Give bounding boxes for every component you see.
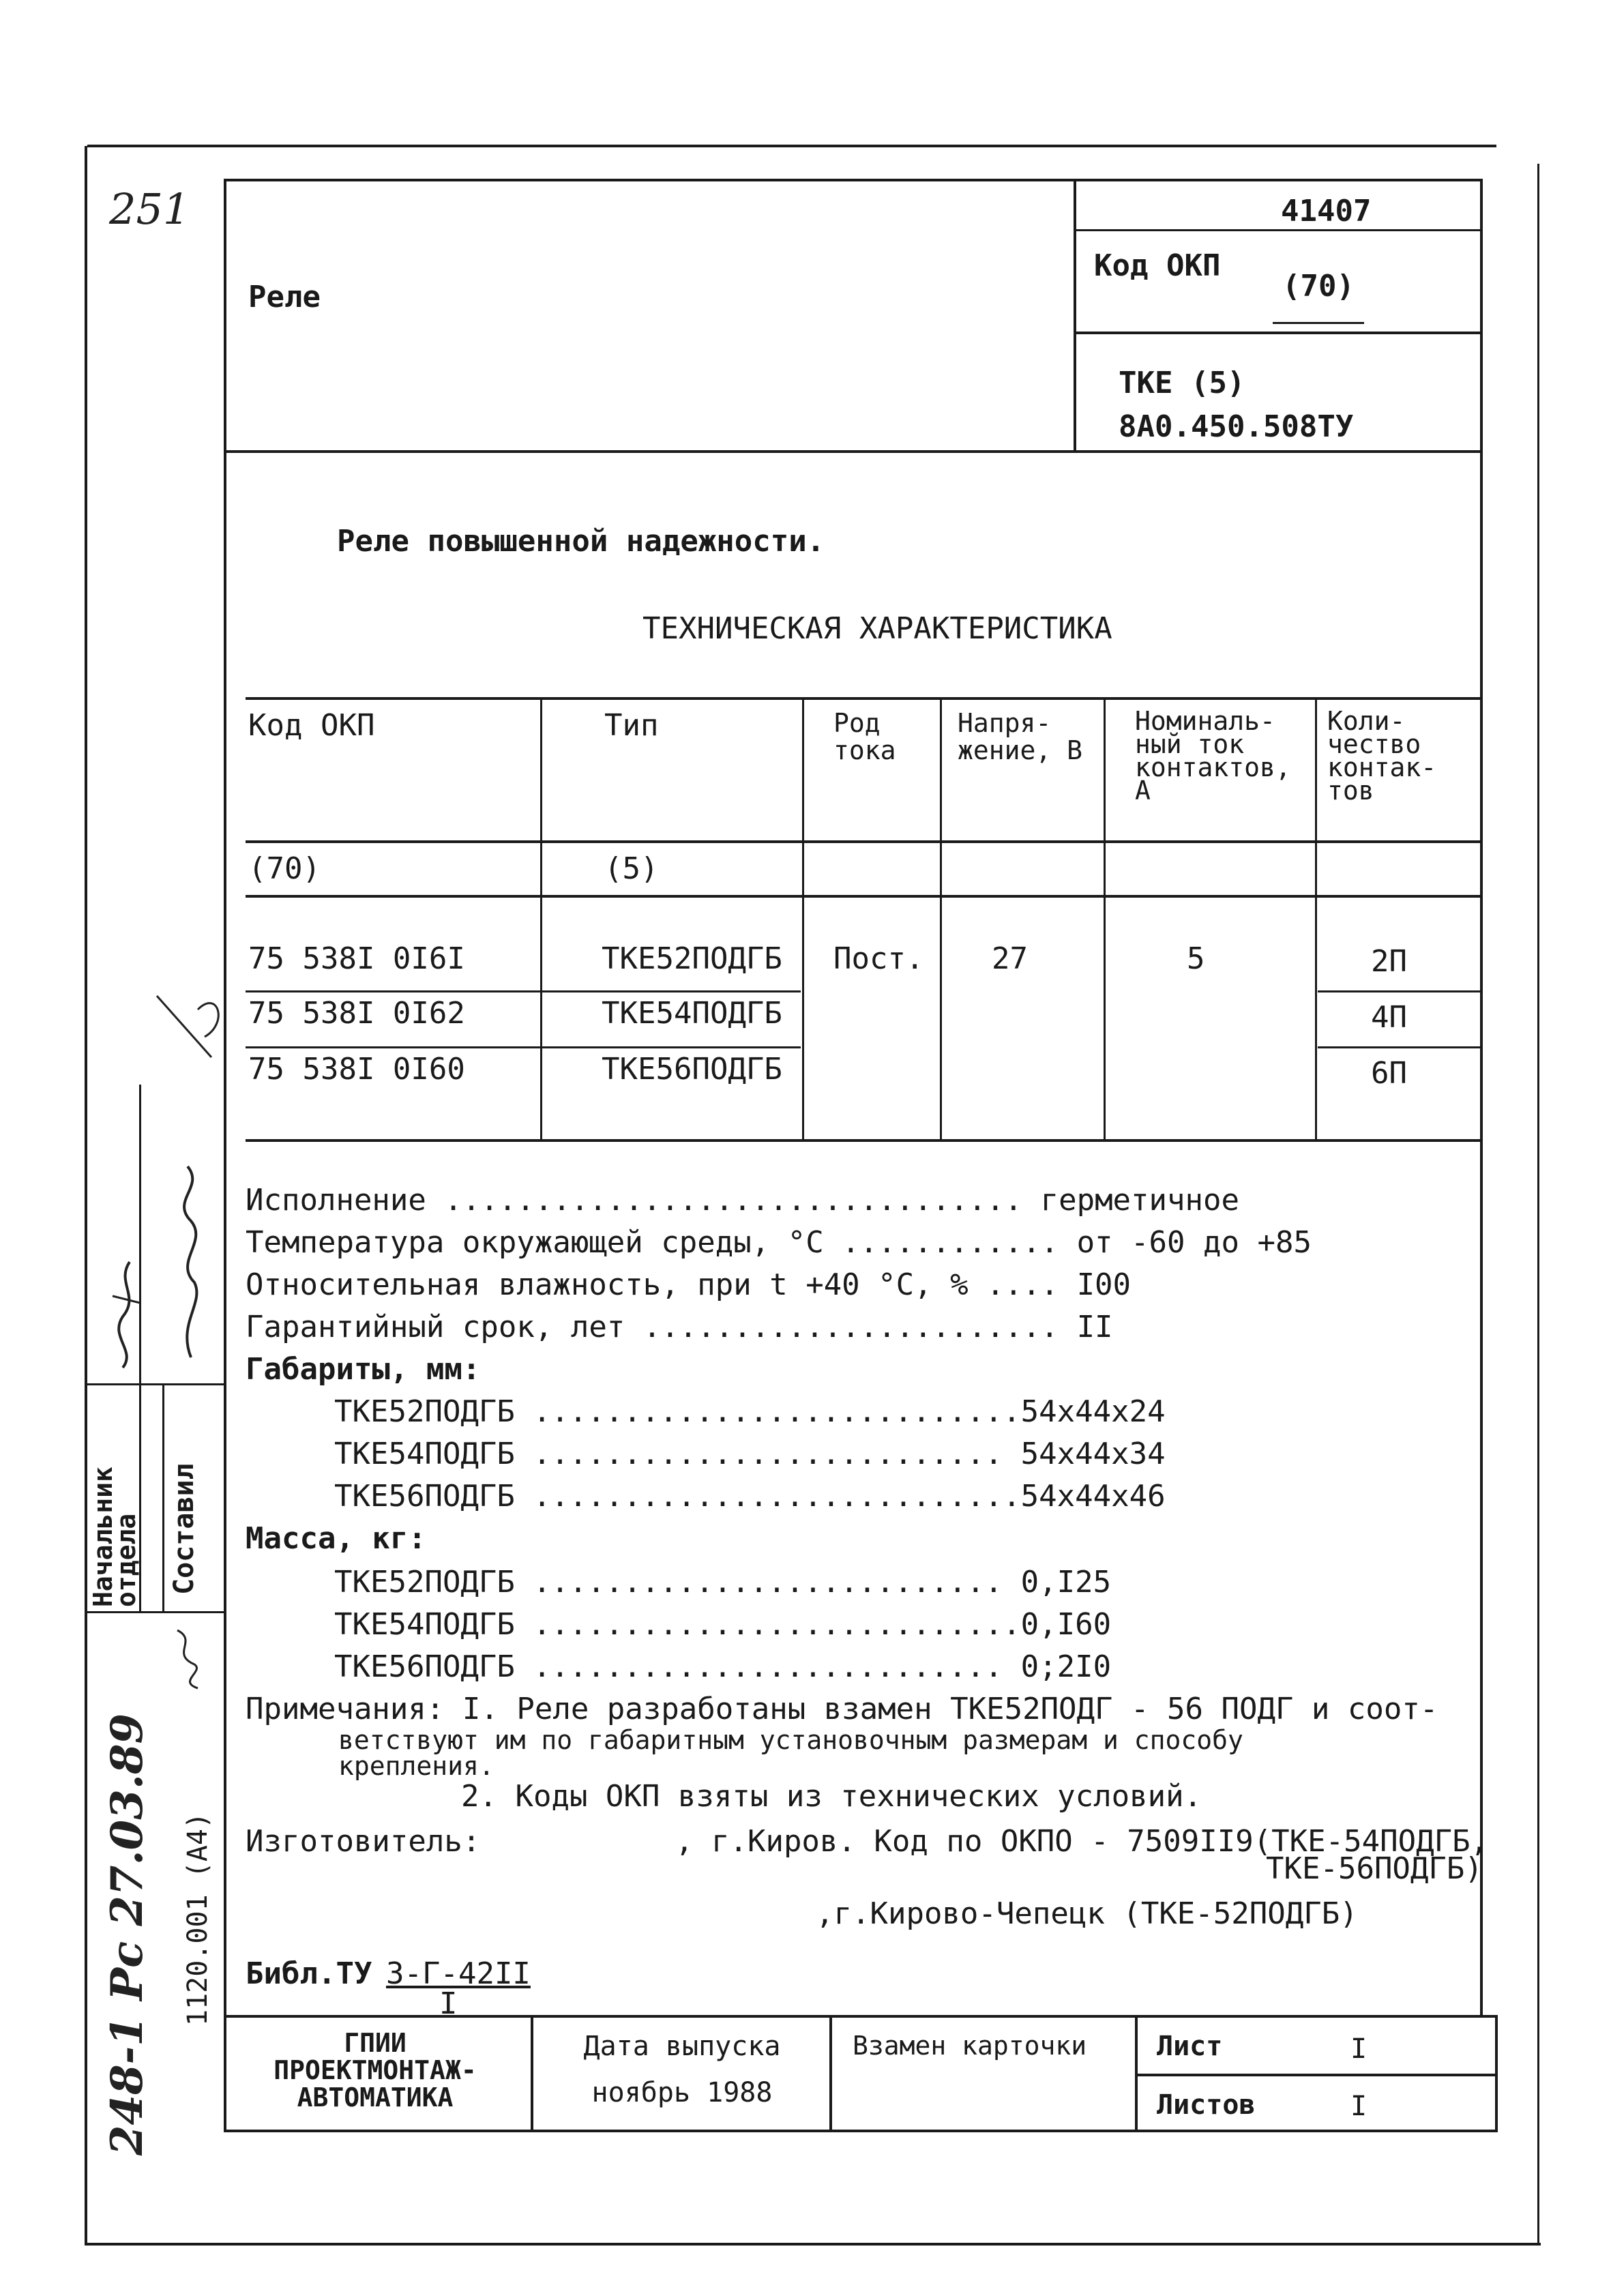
table-row2-line-right (1318, 1046, 1481, 1048)
mass-value: .0,I60 (1003, 1607, 1112, 1642)
stamp-code: 1120.001 (А4) (182, 1812, 213, 2026)
mass-item (334, 1651, 1111, 1683)
dimension-dots: .......................... (533, 1394, 1003, 1429)
mass-item (334, 1566, 1111, 1599)
row-type: ТКЕ54ПОДГБ (602, 996, 782, 1031)
row-voltage: 27 (992, 941, 1028, 976)
frame-bottom-line (85, 2243, 1541, 2246)
dimension-dots: .......................... (533, 1437, 1003, 1471)
signature-stamp-icon (164, 1623, 211, 1692)
head-of-dept-text: Начальник отдела (88, 1467, 141, 1607)
mass-dots: .......................... (533, 1565, 1003, 1600)
manufacturer-line-1: , г.Киров. Код по ОКПО - 7509II9(ТКЕ-54ПОДГБ, (675, 1824, 1489, 1859)
library-value: 3-Г-42II (386, 1956, 531, 1991)
th-okp: Код ОКП (248, 708, 375, 743)
okp-label: Код ОКП (1094, 248, 1221, 283)
table-col-4 (1104, 697, 1106, 1140)
dimension-value: 54х44х34 (1020, 1437, 1166, 1471)
mass-value: 0,I25 (1020, 1565, 1112, 1600)
header-right-line-1 (1074, 229, 1483, 231)
table-top-line (246, 697, 1481, 700)
mass-item (334, 1608, 1111, 1641)
footer-col-1 (531, 2015, 533, 2132)
spec-label: Гарантийный срок, лет ....................... (246, 1310, 1059, 1344)
signature-head-icon (102, 1255, 150, 1371)
sheets-label: Листов (1157, 2089, 1256, 2121)
tke-code: ТКЕ (5) (1119, 366, 1245, 400)
table-col-5 (1315, 697, 1317, 1140)
dimension-name: ТКЕ52ПОДГБ (334, 1394, 515, 1429)
row-type: ТКЕ52ПОДГБ (602, 941, 782, 976)
table-row1-line-right (1318, 990, 1481, 992)
mass-dots: .......................... (533, 1649, 1003, 1684)
dimension-item (334, 1438, 1166, 1471)
mass-label: Масса, кг: (246, 1521, 426, 1556)
org-line-2: ПРОЕКТМОНТАЖ- (274, 2055, 477, 2085)
stamp-handwritten: 248-1 Рс 27.03.89 (102, 1713, 153, 2155)
th-type: Тип (604, 708, 659, 743)
head-of-dept-label (88, 1467, 141, 1607)
manufacturer-line-1b: ТКЕ-56ПОДГБ) (1266, 1851, 1483, 1886)
notes-line-1: Примечания: I. Реле разработаны взамен ТКЕ52ПОДГ - 56 ПОДГ и соот- (246, 1692, 1438, 1726)
table-col-3 (940, 697, 942, 1140)
mass-name: ТКЕ52ПОДГБ (334, 1565, 515, 1600)
spec-label: Относительная влажность, при t +40 °С, % .... (246, 1267, 1059, 1302)
th-contacts: Коли- чество контак- тов (1327, 706, 1437, 806)
body-left-line (224, 452, 226, 2017)
spec-value: II (1076, 1310, 1113, 1344)
spec-value: от -60 до +85 (1076, 1225, 1312, 1260)
row-current: Пост. (833, 941, 924, 976)
spec-warranty (246, 1311, 1113, 1344)
okp-value: (70) (1282, 269, 1355, 304)
dimension-item (334, 1480, 1166, 1513)
sheet-value: I (1350, 2033, 1368, 2065)
dimension-value: .54х44х46 (1003, 1479, 1166, 1514)
manufacturer-label: Изготовитель: (246, 1824, 481, 1859)
mass-value: 0;2I0 (1020, 1649, 1112, 1684)
dimension-name: ТКЕ54ПОДГБ (334, 1437, 515, 1471)
subtitle: Реле повышенной надежности. (337, 524, 825, 559)
pen-mark-icon (150, 982, 232, 1064)
spec-label: Исполнение ................................ (246, 1183, 1023, 1218)
dimension-item (334, 1396, 1166, 1428)
row-type: ТКЕ56ПОДГБ (602, 1052, 782, 1087)
table-col-2 (802, 697, 804, 1140)
th-current: Род тока (833, 708, 896, 765)
row-contacts: 2П (1371, 944, 1407, 979)
header-title: Реле (248, 280, 321, 314)
mass-name: ТКЕ56ПОДГБ (334, 1649, 515, 1684)
table-row2-line (246, 1046, 801, 1048)
table-row1-line (246, 990, 801, 992)
dimensions-label: Габариты, мм: (246, 1352, 481, 1387)
sheets-value: I (1350, 2091, 1368, 2122)
frame-left-line (85, 146, 87, 2244)
row-okp: 75 538I 0I60 (248, 1052, 465, 1087)
frame-top-line (87, 145, 1496, 147)
header-right-line-2 (1074, 332, 1483, 334)
table-header-line (246, 840, 1481, 843)
section-title: ТЕХНИЧЕСКАЯ ХАРАКТЕРИСТИКА (642, 611, 1112, 646)
mass-name: ТКЕ54ПОДГБ (334, 1607, 515, 1642)
row-okp: 75 538I 0I6I (248, 941, 465, 976)
side-strip-line-1 (85, 1383, 225, 1385)
spec-humidity (246, 1269, 1131, 1301)
sheet-label: Лист (1157, 2031, 1223, 2062)
side-strip-line-2 (85, 1611, 225, 1613)
dimension-name: ТКЕ56ПОДГБ (334, 1479, 515, 1514)
spec-value: герметичное (1040, 1183, 1239, 1218)
okp-underline (1273, 322, 1364, 324)
org-line-1: ГПИИ (344, 2028, 407, 2058)
spec-value: I00 (1076, 1267, 1132, 1302)
spec-performance (246, 1184, 1239, 1217)
notes-line-4: 2. Коды ОКП взяты из технических условий. (461, 1779, 1202, 1814)
th-voltage: Напря- жение, В (958, 708, 1083, 765)
page-number-handwritten: 251 (109, 184, 190, 234)
class-type: (5) (604, 851, 659, 886)
org-line-3: АВТОМАТИКА (297, 2082, 454, 2113)
th-nominal: Номиналь- ный ток контактов, А (1135, 706, 1291, 806)
footer-col-2 (829, 2015, 832, 2132)
spec-label: Температура окружающей среды, °С ............ (246, 1225, 1059, 1260)
dimension-value: .54х44х24 (1003, 1394, 1166, 1429)
manufacturer-line-2: ,г.Кирово-Чепецк (ТКЕ-52ПОДГБ) (816, 1896, 1358, 1931)
table-class-line (246, 895, 1481, 898)
dimension-dots: .......................... (533, 1479, 1003, 1514)
release-date-label: Дата выпуска (583, 2031, 781, 2062)
row-okp: 75 538I 0I62 (248, 996, 465, 1031)
library-sub: I (439, 1986, 458, 2021)
row-nominal: 5 (1187, 941, 1205, 976)
library-label: Библ.ТУ (246, 1956, 372, 1991)
replace-card-label: Взамен карточки (853, 2031, 1087, 2061)
code-number: 41407 (1281, 194, 1372, 229)
row-contacts: 4П (1371, 1000, 1407, 1035)
release-date-value: ноябрь 1988 (591, 2077, 773, 2108)
notes-line-2: ветствуют им по габаритным установочным размерам и способу (338, 1725, 1243, 1755)
body-right-line (1480, 452, 1483, 2017)
notes-line-3: крепления. (338, 1751, 494, 1781)
table-row (248, 943, 465, 975)
frame-right-line (1537, 164, 1539, 2244)
table-col-1 (540, 697, 542, 1140)
mass-dots: .......................... (533, 1607, 1003, 1642)
side-strip-divider-2 (162, 1385, 164, 1613)
header-divider (1074, 179, 1076, 453)
footer-right-mid-line (1135, 2074, 1498, 2076)
row-contacts: 6П (1371, 1056, 1407, 1091)
signature-compiled-icon (164, 1160, 211, 1364)
class-okp: (70) (248, 851, 321, 886)
tu-number: 8А0.450.508ТУ (1119, 409, 1354, 444)
table-bottom-line (246, 1139, 1481, 1142)
compiled-by-label: Составил (168, 1463, 200, 1595)
spec-temperature (246, 1226, 1312, 1259)
